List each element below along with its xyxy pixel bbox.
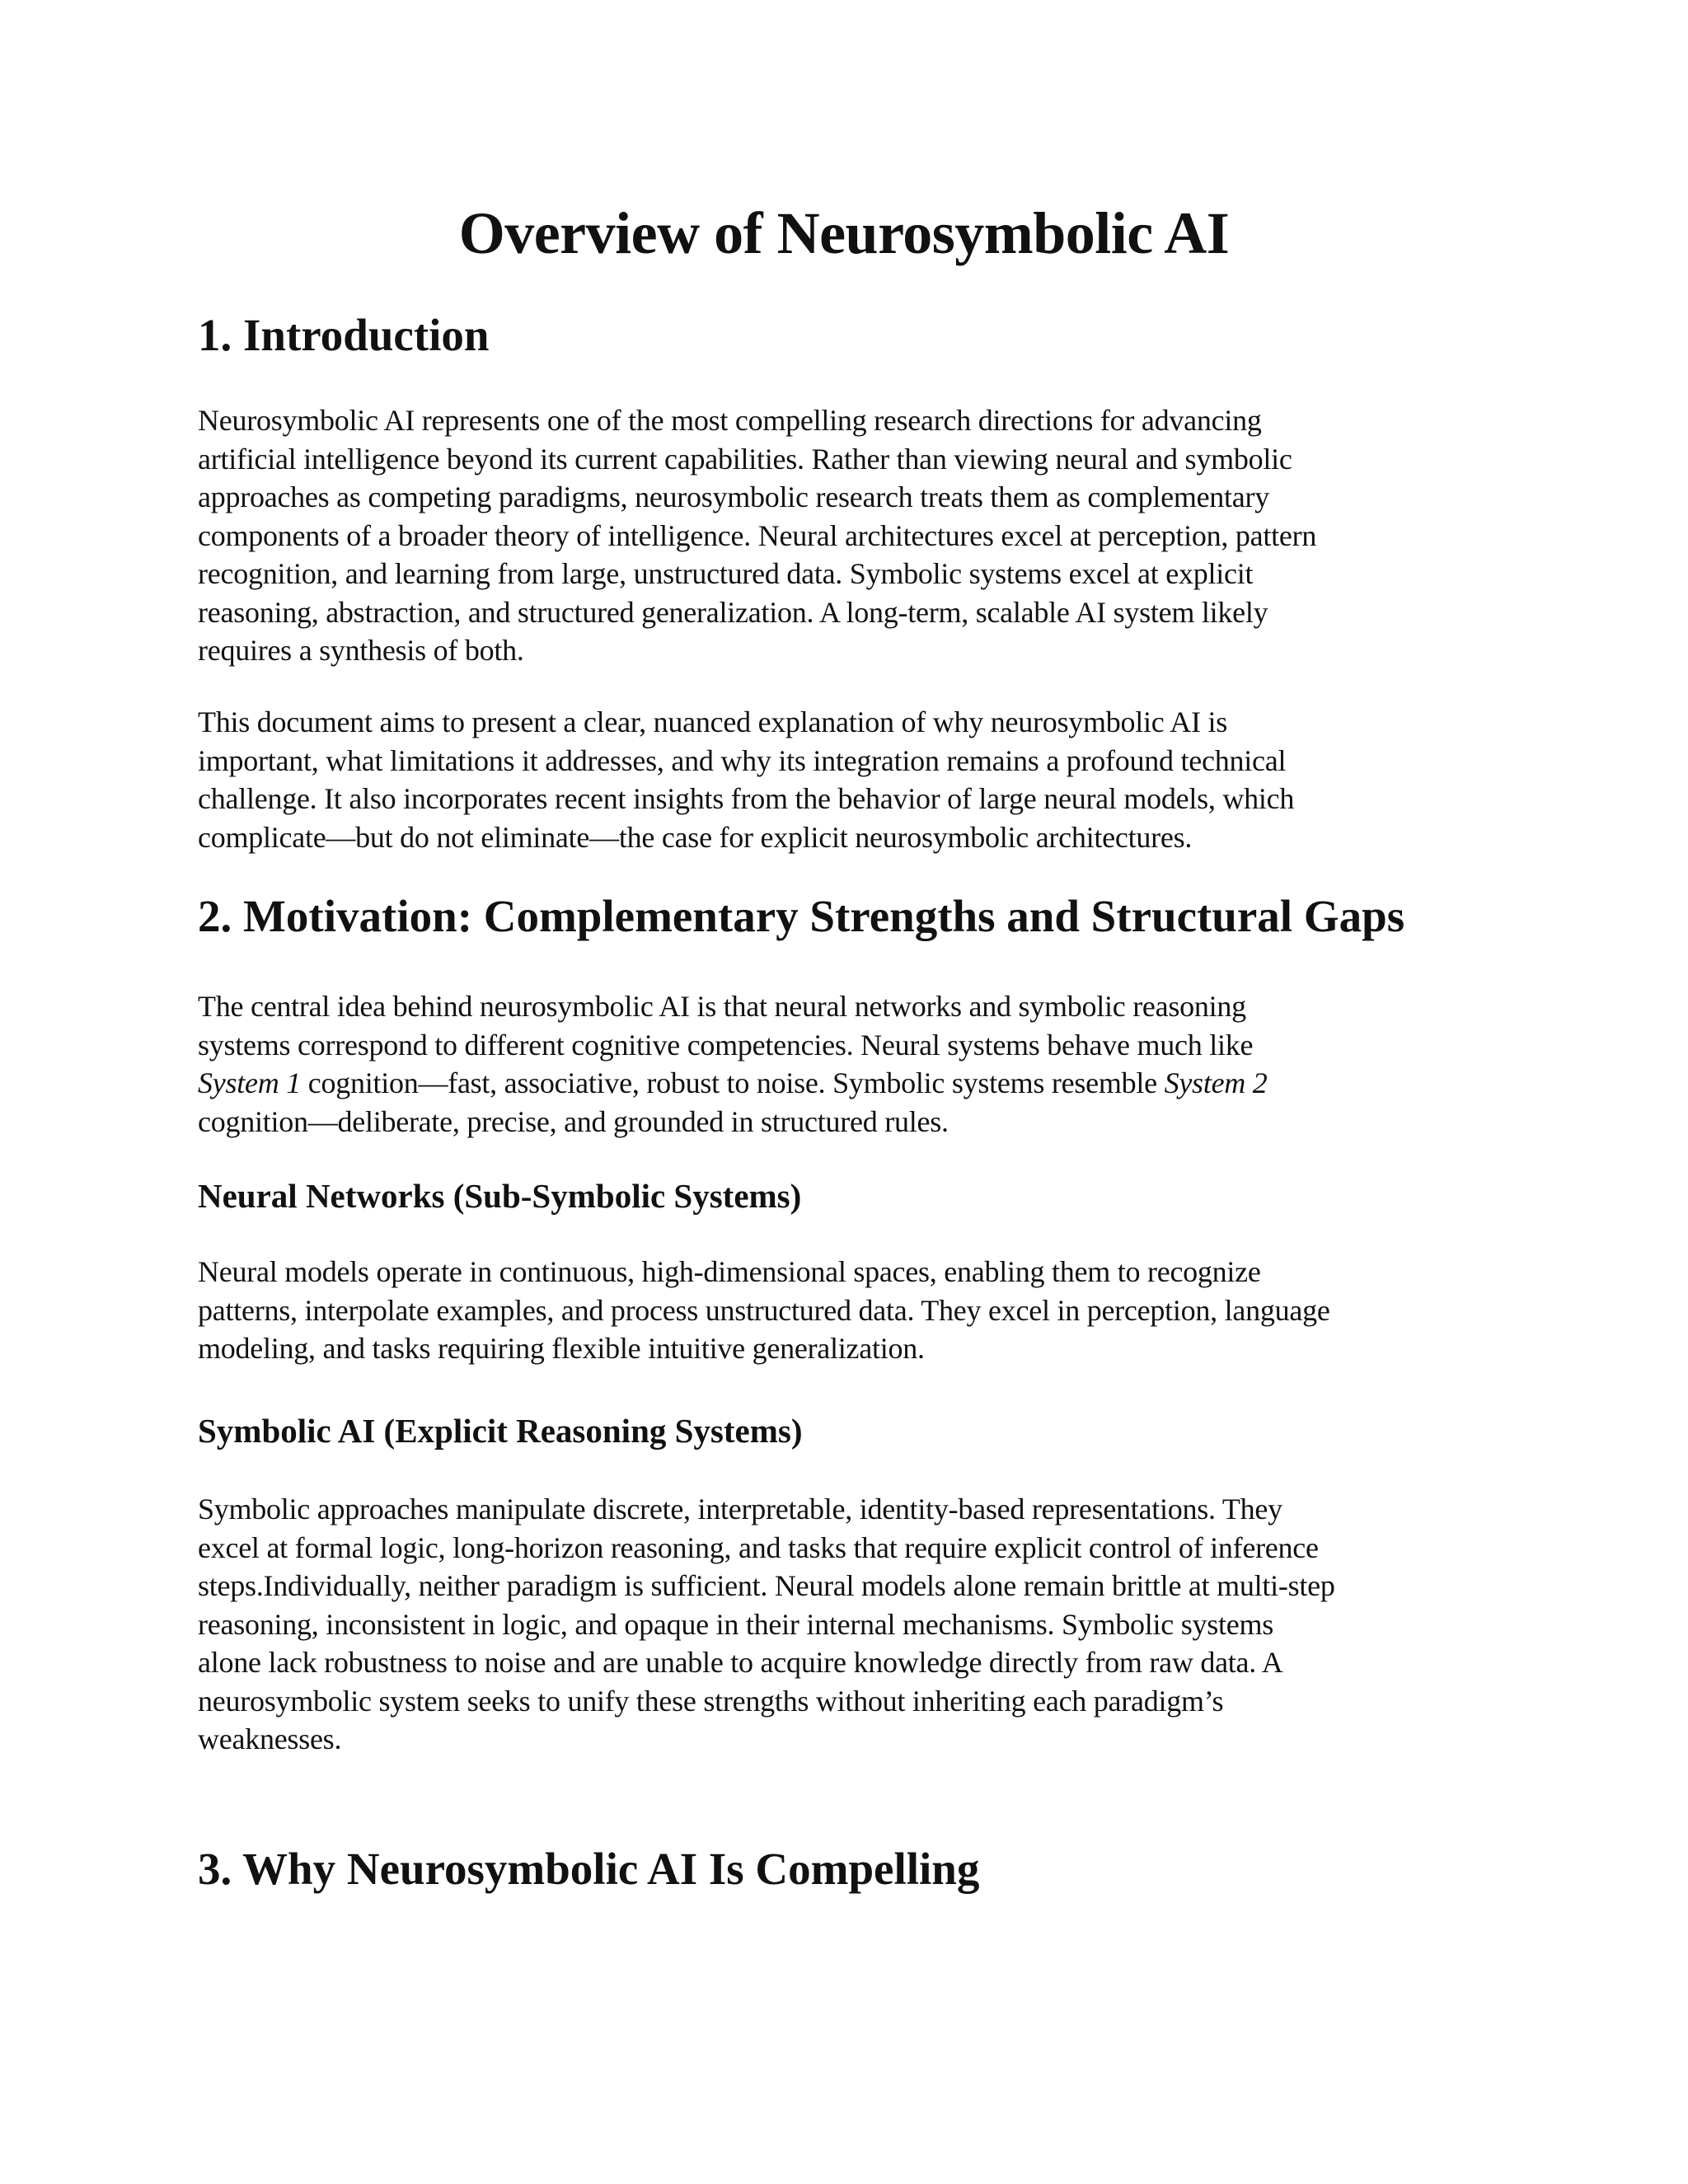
intro-paragraph-1: [198, 401, 1496, 670]
text-line: alone lack robustness to noise and are unable to acquire knowledge directly from raw data. A: [198, 1646, 1283, 1679]
text-line-with-italics: [198, 1064, 1496, 1103]
section-heading-introduction: 1. Introduction: [198, 310, 490, 360]
text-line: Neural models operate in continuous, high-dimensional spaces, enabling them to recognize: [198, 1255, 1261, 1288]
subsection-heading-symbolic-ai: Symbolic AI (Explicit Reasoning Systems): [198, 1412, 803, 1450]
text-line: weaknesses.: [198, 1722, 342, 1755]
text-line: artificial intelligence beyond its current capabilities. Rather than viewing neural and symbolic: [198, 442, 1292, 476]
text-line: complicate—but do not eliminate—the case for explicit neurosymbolic architectures.: [198, 820, 1193, 854]
text-line: systems correspond to different cognitive competencies. Neural systems behave much like: [198, 1028, 1254, 1062]
text-line: components of a broader theory of intelligence. Neural architectures excel at perception, pattern: [198, 518, 1317, 552]
text-line: challenge. It also incorporates recent insights from the behavior of large neural models, which: [198, 782, 1295, 815]
italic-term-system-1: System 1: [198, 1066, 301, 1099]
text-line: steps.Individually, neither paradigm is sufficient. Neural models alone remain brittle at multi-step: [198, 1569, 1335, 1602]
text-fragment: cognition—fast, associative, robust to noise. Symbolic systems resemble: [300, 1066, 1165, 1099]
text-line: modeling, and tasks requiring flexible intuitive generalization.: [198, 1332, 925, 1365]
text-line: reasoning, inconsistent in logic, and opaque in their internal mechanisms. Symbolic systems: [198, 1607, 1274, 1641]
text-line: cognition—deliberate, precise, and grounded in structured rules.: [198, 1104, 949, 1138]
neural-networks-paragraph: [198, 1253, 1496, 1368]
intro-paragraph-2: [198, 703, 1496, 856]
text-line: recognition, and learning from large, unstructured data. Symbolic systems excel at explicit: [198, 557, 1254, 590]
text-line: requires a synthesis of both.: [198, 634, 524, 667]
text-line: Neurosymbolic AI represents one of the most compelling research directions for advancing: [198, 404, 1262, 437]
symbolic-ai-paragraph: [198, 1490, 1496, 1759]
document-title: Overview of Neurosymbolic AI: [458, 200, 1230, 266]
text-line: patterns, interpolate examples, and process unstructured data. They excel in perception, language: [198, 1293, 1330, 1327]
section-heading-why-compelling: 3. Why Neurosymbolic AI Is Compelling: [198, 1844, 980, 1894]
text-line: This document aims to present a clear, nuanced explanation of why neurosymbolic AI is: [198, 705, 1227, 738]
text-line: The central idea behind neurosymbolic AI is that neural networks and symbolic reasoning: [198, 990, 1246, 1023]
subsection-heading-neural-networks: Neural Networks (Sub-Symbolic Systems): [198, 1177, 802, 1215]
motivation-paragraph: [198, 987, 1496, 1141]
text-line: excel at formal logic, long-horizon reasoning, and tasks that require explicit control of inference: [198, 1530, 1319, 1564]
text-line: approaches as competing paradigms, neurosymbolic research treats them as complementary: [198, 480, 1270, 513]
text-line: Symbolic approaches manipulate discrete, interpretable, identity-based representations. They: [198, 1493, 1282, 1526]
text-line: important, what limitations it addresses, and why its integration remains a profound technical: [198, 743, 1287, 777]
italic-term-system-2: System 2: [1164, 1066, 1268, 1099]
text-line: reasoning, abstraction, and structured generalization. A long-term, scalable AI system likely: [198, 595, 1268, 629]
text-line: neurosymbolic system seeks to unify these strengths without inheriting each paradigm’s: [198, 1684, 1224, 1718]
section-heading-motivation: 2. Motivation: Complementary Strengths and Structural Gaps: [198, 891, 1405, 941]
